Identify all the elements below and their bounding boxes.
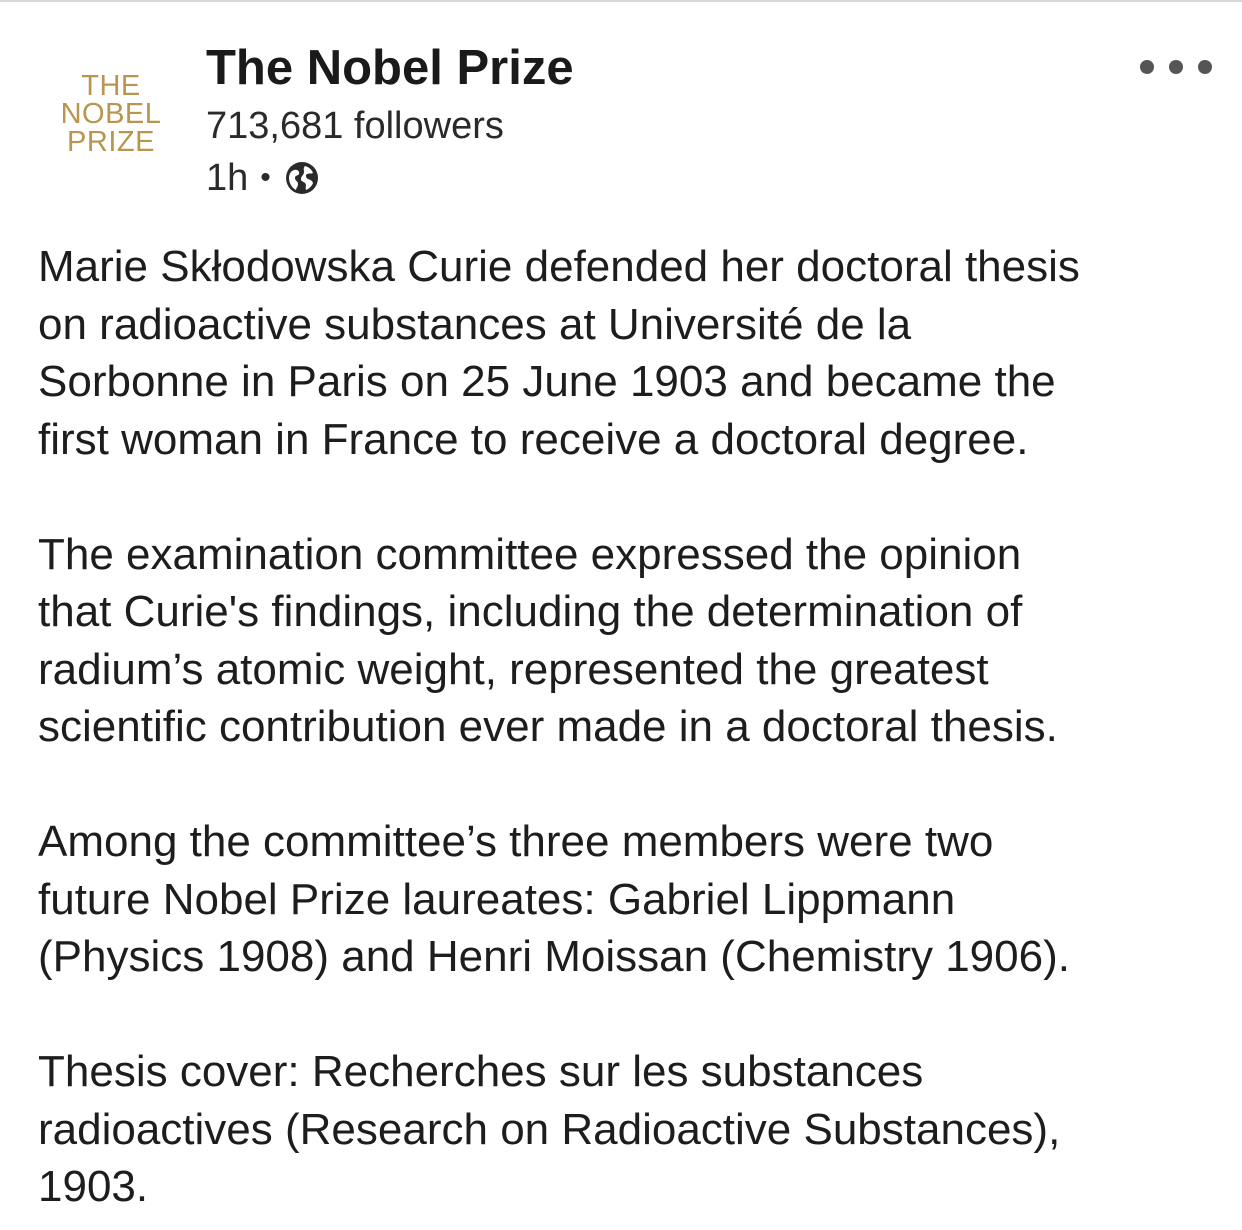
post-body bbox=[38, 238, 1218, 1216]
post-paragraph: Marie Skłodowska Curie defended her doctoral thesis on radioactive substances at Université de la Sorbonne in Paris on 25 June 1903 and became the first woman in France to receive a doctoral degree. bbox=[38, 242, 1080, 464]
more-horizontal-icon[interactable] bbox=[1140, 54, 1212, 80]
more-dot bbox=[1198, 60, 1212, 74]
post-time: 1h bbox=[206, 157, 249, 199]
post-paragraph: The examination committee expressed the opinion that Curie's findings, including the determination of radium’s atomic weight, represented the greatest scientific contribution ever made in a doctoral thesis. bbox=[38, 529, 1058, 751]
logo-line-prize: PRIZE bbox=[67, 126, 155, 158]
meta-separator: • bbox=[260, 161, 271, 194]
more-dot bbox=[1169, 60, 1183, 74]
logo-line-nobel: NOBEL bbox=[60, 98, 162, 130]
globe-icon bbox=[285, 161, 319, 195]
post-meta bbox=[206, 154, 319, 202]
top-divider bbox=[0, 0, 1242, 2]
nobel-prize-logo[interactable] bbox=[50, 72, 172, 156]
post-paragraph: Thesis cover: Recherches sur les substances radioactives (Research on Radioactive Substances), 1903. bbox=[38, 1047, 1061, 1211]
follower-count: 713,681 followers bbox=[206, 105, 504, 147]
post-paragraph: Among the committee’s three members were two future Nobel Prize laureates: Gabriel Lippmann (Physics 1908) and Henri Moissan (Chemistry 1906). bbox=[38, 817, 1070, 981]
logo-line-the: THE bbox=[81, 70, 141, 102]
author-name[interactable]: The Nobel Prize bbox=[206, 41, 574, 95]
more-dot bbox=[1140, 60, 1154, 74]
